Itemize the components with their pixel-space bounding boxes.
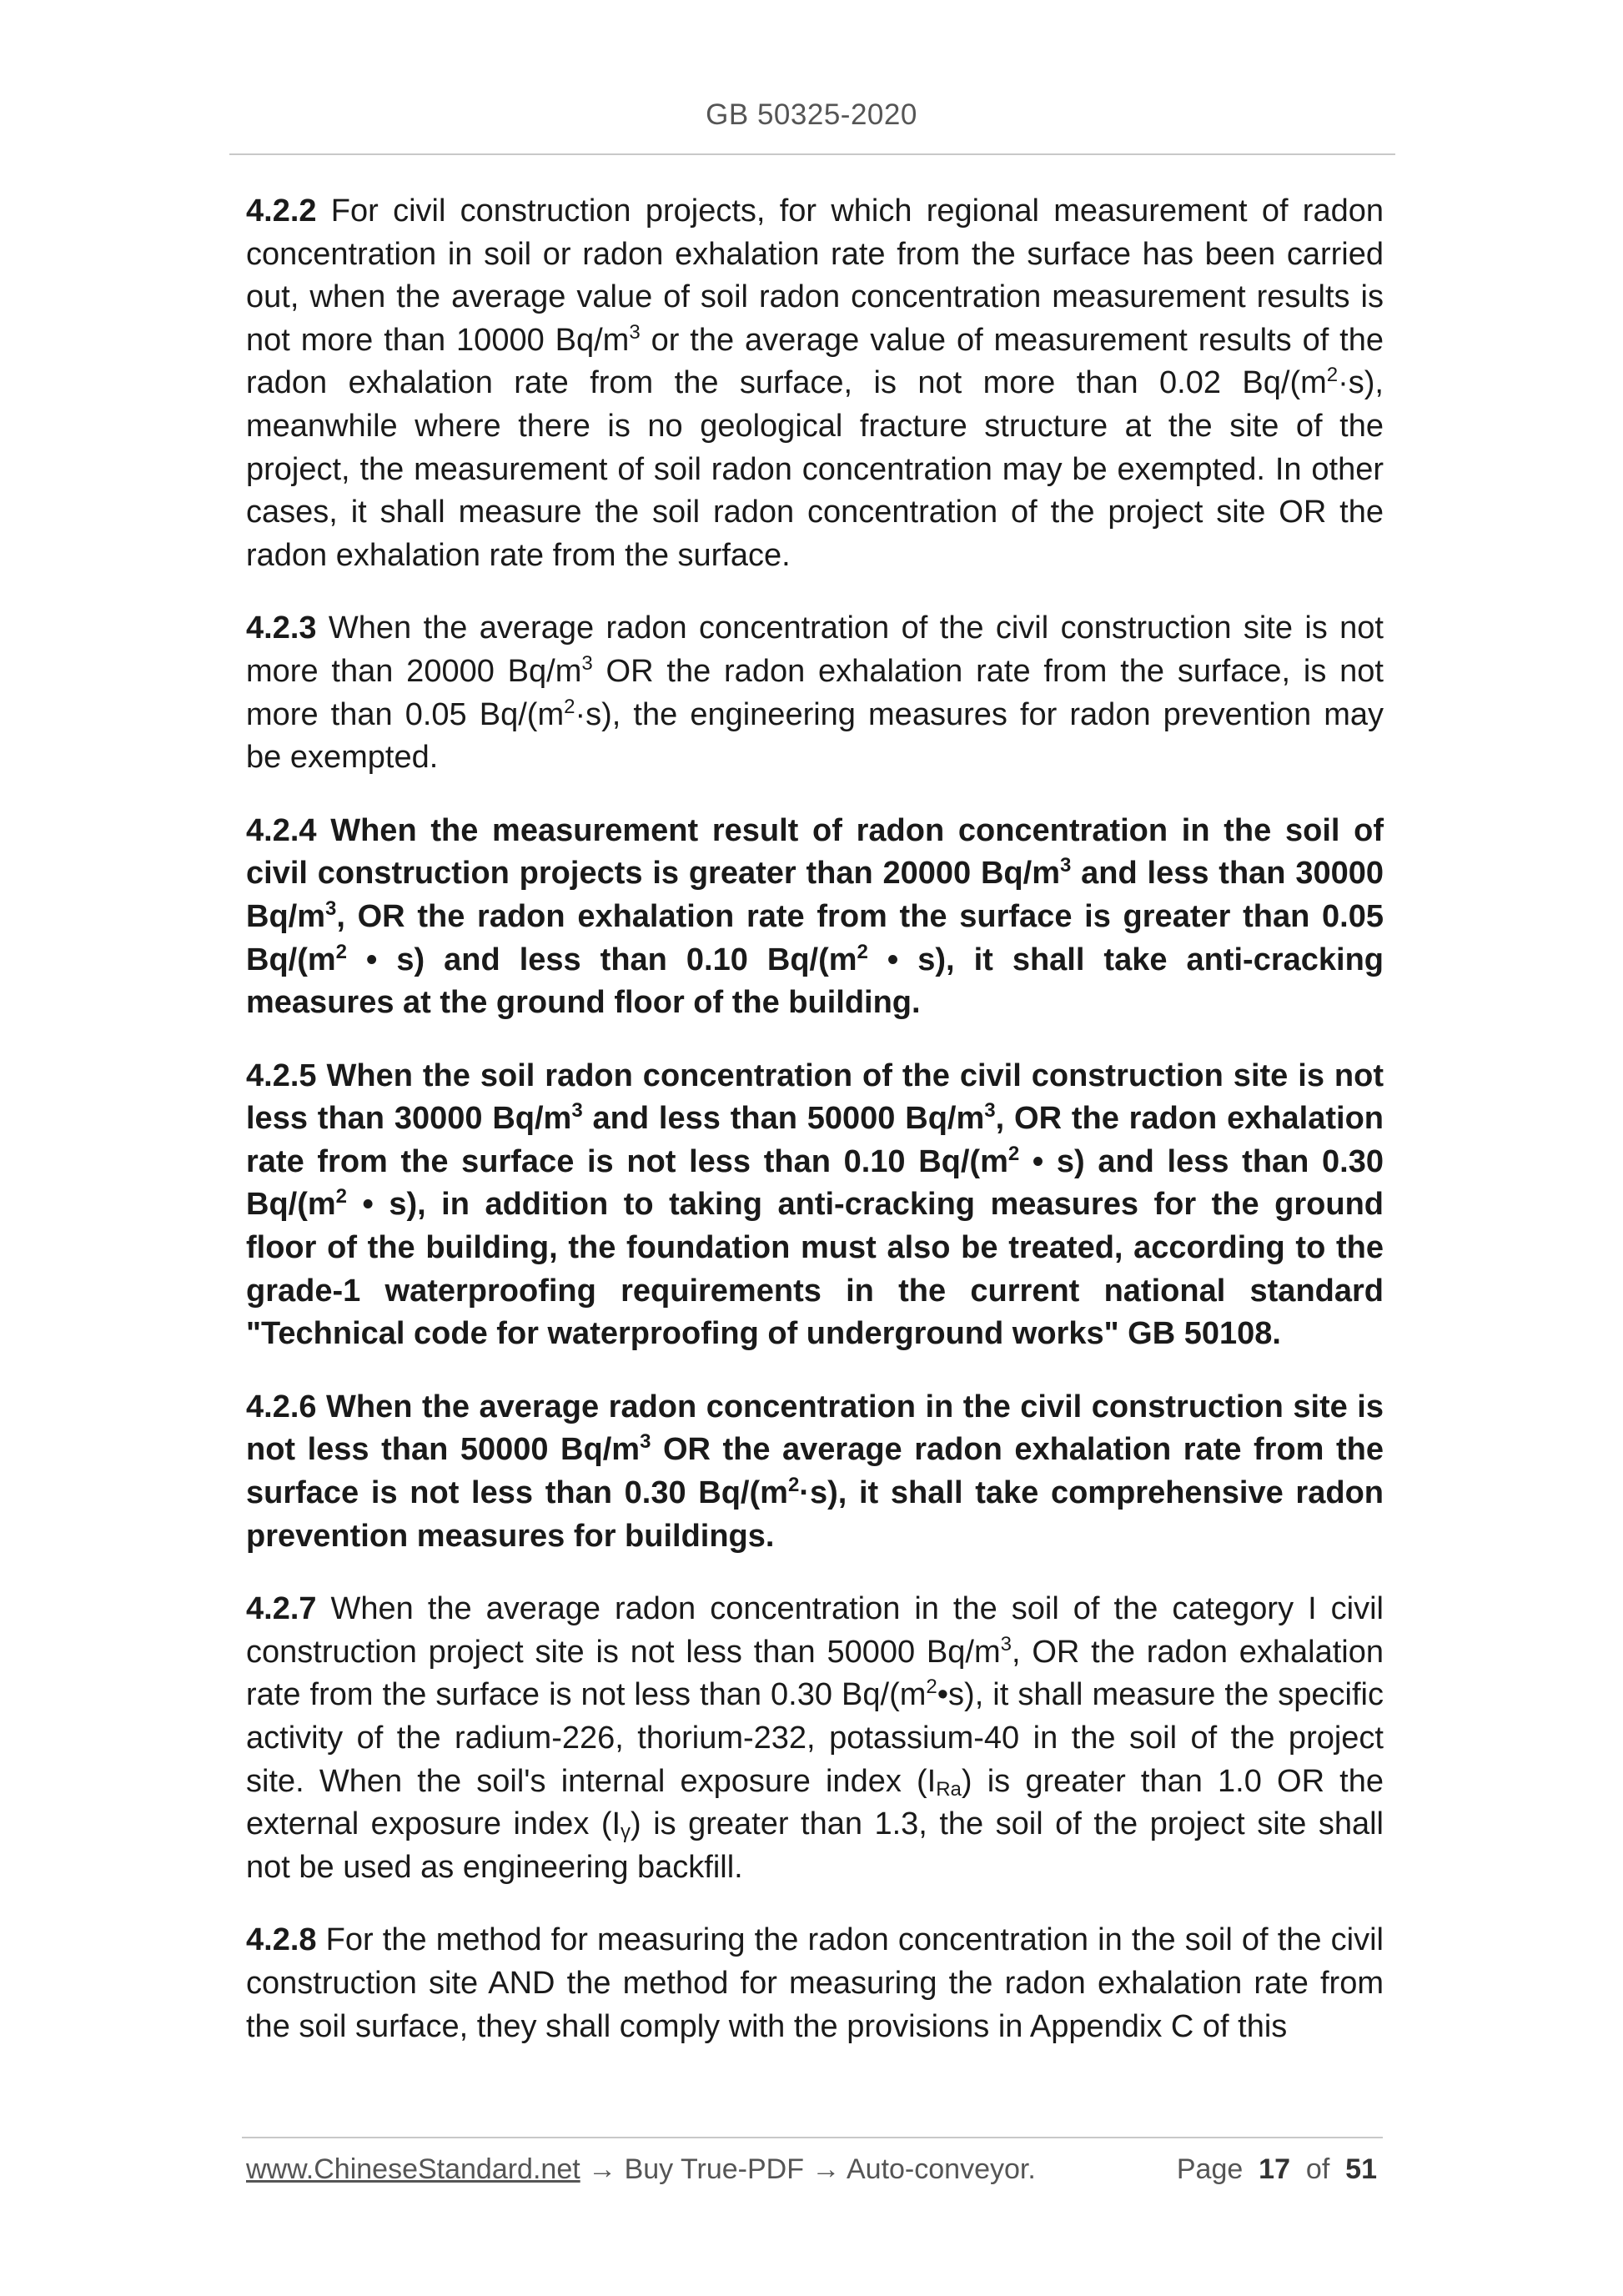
page-header: GB 50325-2020 [706,98,917,131]
header-divider [229,153,1395,155]
current-page-number: 17 [1259,2153,1290,2185]
clause-number: 4.2.8 [246,1922,317,1958]
clause-4-2-7: 4.2.7 When the average radon concentration in the soil of the category I civil construction project site is not less than 50000 $Bq/m^3$, OR the radon exhalation rate from the surface is not less than 0.30 $Bq/(m^2•s)$, it shall measure the specific activity of the radium-226, thorium-232, potassium-40 in the soil of the project site. When the soil's internal exposure index $(I_{Ra})$ is greater than 1.0 OR the external exposure index $(I_\gamma)$ is greater than 1.3, the soil of the project site shall not be used as engineering backfill. [246,1591,1384,1885]
clause-number: 4.2.5 [246,1058,317,1093]
clause-4-2-5: 4.2.5 When the soil radon concentration of the civil construction site is not less than 30000 $Bq/m^3$ and less than 50000 $Bq/m^3$, OR the radon exhalation rate from the surface is not less than 0.10 $Bq/(m^2$ • s) and less than 0.30 $Bq/(m^2$ • s), in addition to taking anti-cracking measures for the ground floor of the building, the foundation must also be treated, according to the grade-1 waterproofing requirements in the current national standard "Technical code for waterproofing of underground works" GB 50108. [246,1058,1384,1352]
clause-4-2-8: 4.2.8 For the method for measuring the radon concentration in the soil of the civil construction site AND the method for measuring the radon exhalation rate from the soil surface, they shall comply with the provisions in Appendix C of this [246,1922,1384,2044]
clause-4-2-2: 4.2.2 For civil construction projects, for which regional measurement of radon concentration in soil or radon exhalation rate from the surface has been carried out, when the average value of soil radon concentration measurement results is not more than 10000 $Bq/m^3$ or the average value of measurement results of the radon exhalation rate from the surface, is not more than 0.02 $Bq/(m^2\cdot s)$, meanwhile where there is no geological fracture structure at the site of the project, the measurement of soil radon concentration may be exempted. In other cases, it shall measure the soil radon concentration of the project site OR the radon exhalation rate from the surface. [246,193,1384,573]
clause-number: 4.2.7 [246,1591,317,1627]
clause-4-2-3: 4.2.3 When the average radon concentration of the civil construction site is not more than 20000 $Bq/m^3$ OR the radon exhalation rate from the surface, is not more than 0.05 $Bq/(m^2\cdot s)$, the engineering measures for radon prevention may be exempted. [246,610,1384,776]
clause-number: 4.2.4 [246,812,317,848]
clause-4-2-4: 4.2.4 When the measurement result of radon concentration in the soil of civil construction projects is greater than 20000 $Bq/m^3$ and less than 30000 $Bq/m^3$, OR the radon exhalation rate from the surface is greater than 0.05 $Bq/(m^2$ • s) and less than 0.10 $Bq/(m^2$ • s), it shall take anti-cracking measures at the ground floor of the building. [246,812,1384,1021]
footer-promo [246,2153,1036,2186]
footer-tail-text: → Buy True-PDF → Auto-conveyor. [580,2153,1036,2185]
page-indicator: Page 17 of 51 [1176,2153,1377,2185]
clause-number: 4.2.3 [246,610,317,646]
footer-divider [242,2137,1383,2138]
total-pages-number: 51 [1345,2153,1377,2185]
clause-number: 4.2.2 [246,193,317,229]
clause-4-2-6: 4.2.6 When the average radon concentration in the civil construction site is not less than 50000 $Bq/m^3$ OR the average radon exhalation rate from the surface is not less than 0.30 $Bq/(m^2\cdot s)$, it shall take comprehensive radon prevention measures for buildings. [246,1389,1384,1554]
clause-number: 4.2.6 [246,1389,317,1424]
website-link[interactable]: www.ChineseStandard.net [246,2153,580,2185]
document-body [246,190,1384,2078]
